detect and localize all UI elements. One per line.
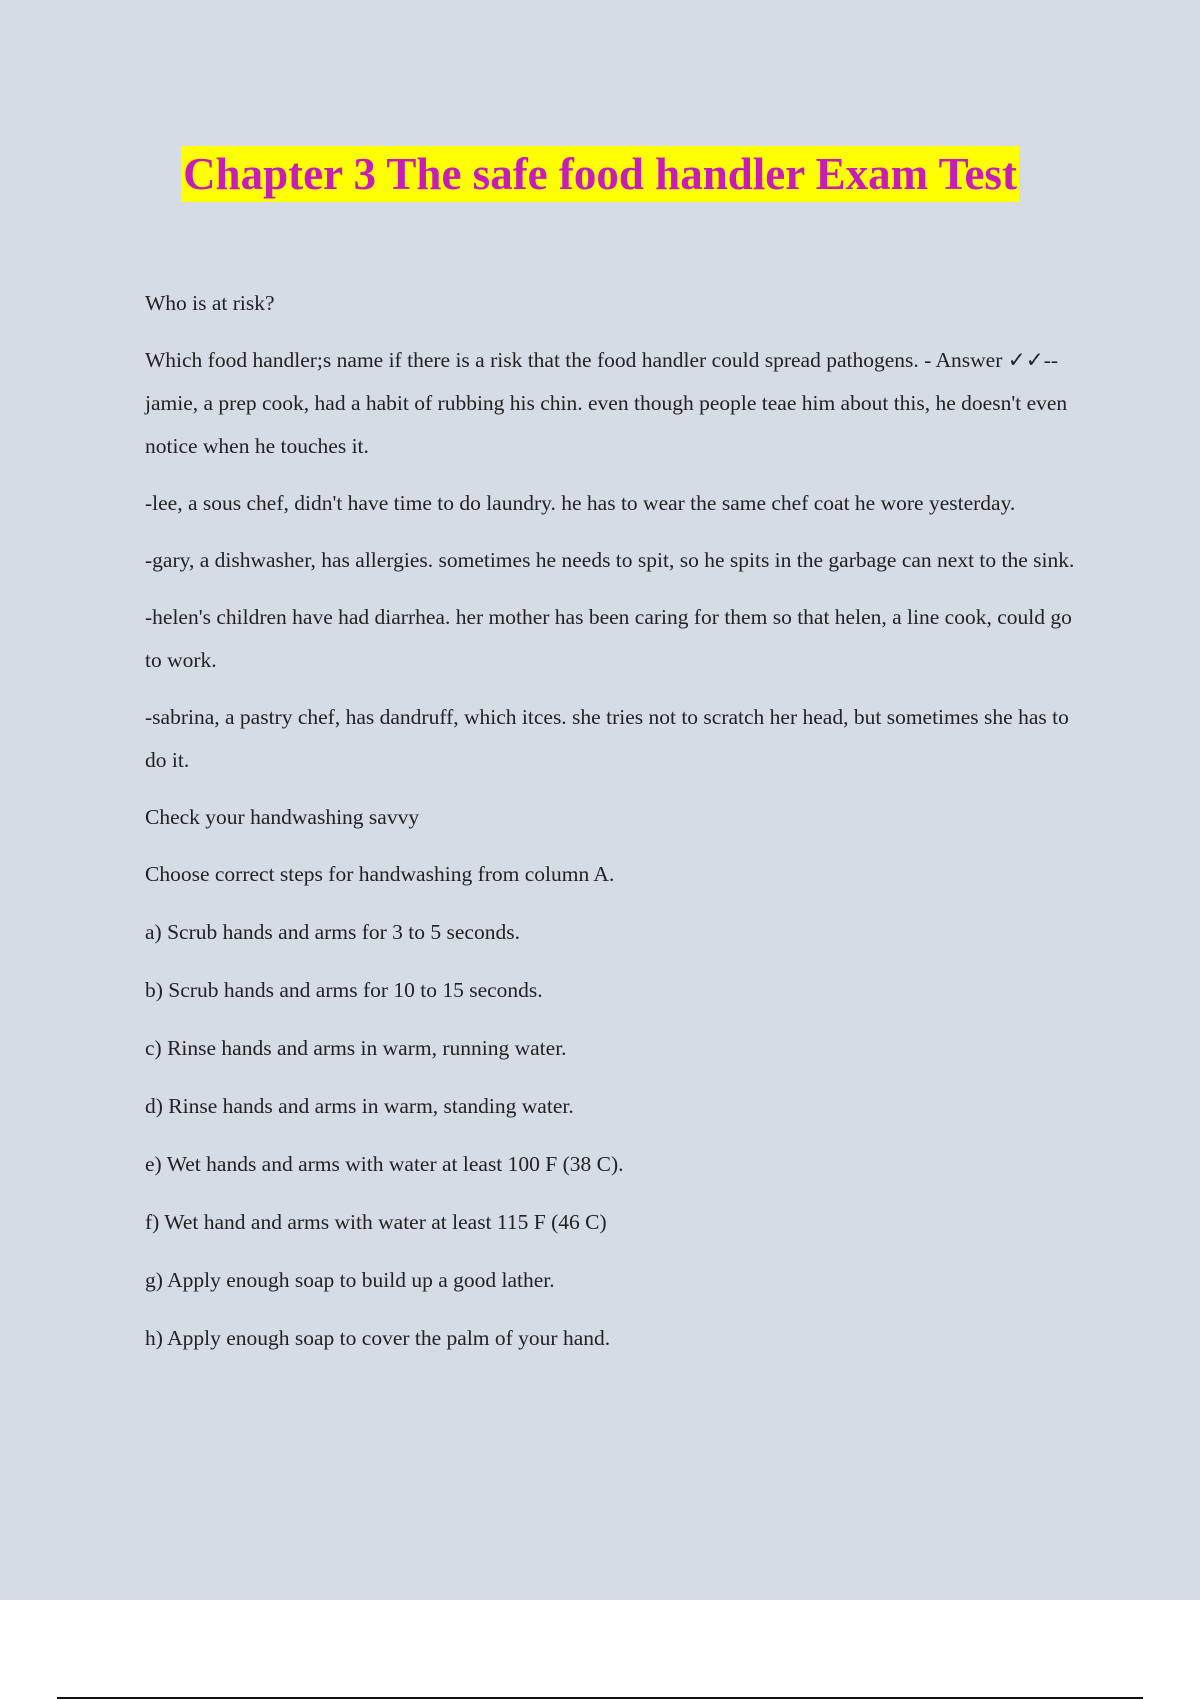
question-food-handler: Which food handler;s name if there is a risk that the food handler could spread pathogens. - Answer ✓✓--jamie, a prep cook, had a habit of rubbing his chin. even though people teae him about this, he doesn't even notice when he touches it.	[145, 348, 1068, 458]
section-heading-risk: Who is at risk?	[145, 291, 275, 315]
option-h: h) Apply enough soap to cover the palm of your hand.	[145, 1326, 611, 1350]
option-a: a) Scrub hands and arms for 3 to 5 seconds.	[145, 920, 520, 944]
document-body	[145, 282, 1090, 1375]
question-handwashing: Choose correct steps for handwashing from column A.	[145, 862, 615, 886]
document-title: Chapter 3 The safe food handler Exam Test	[181, 146, 1019, 202]
section-heading-handwashing: Check your handwashing savvy	[145, 805, 420, 829]
answer-item-helen: -helen's children have had diarrhea. her mother has been caring for them so that helen, a line cook, could go to work.	[145, 605, 1072, 672]
option-e: e) Wet hands and arms with water at least 100 F (38 C).	[145, 1152, 624, 1176]
answer-item-lee: -lee, a sous chef, didn't have time to do laundry. he has to wear the same chef coat he wore yesterday.	[145, 491, 1016, 515]
footer-divider	[57, 1697, 1143, 1699]
answer-item-gary: -gary, a dishwasher, has allergies. sometimes he needs to spit, so he spits in the garbage can next to the sink.	[145, 548, 1075, 572]
option-b: b) Scrub hands and arms for 10 to 15 seconds.	[145, 978, 543, 1002]
option-f: f) Wet hand and arms with water at least 115 F (46 C)	[145, 1210, 607, 1234]
answer-item-sabrina: -sabrina, a pastry chef, has dandruff, which itces. she tries not to scratch her head, but sometimes she has to do it.	[145, 705, 1069, 772]
title-container	[0, 146, 1200, 202]
option-g: g) Apply enough soap to build up a good lather.	[145, 1268, 555, 1292]
option-d: d) Rinse hands and arms in warm, standing water.	[145, 1094, 574, 1118]
option-c: c) Rinse hands and arms in warm, running water.	[145, 1036, 567, 1060]
